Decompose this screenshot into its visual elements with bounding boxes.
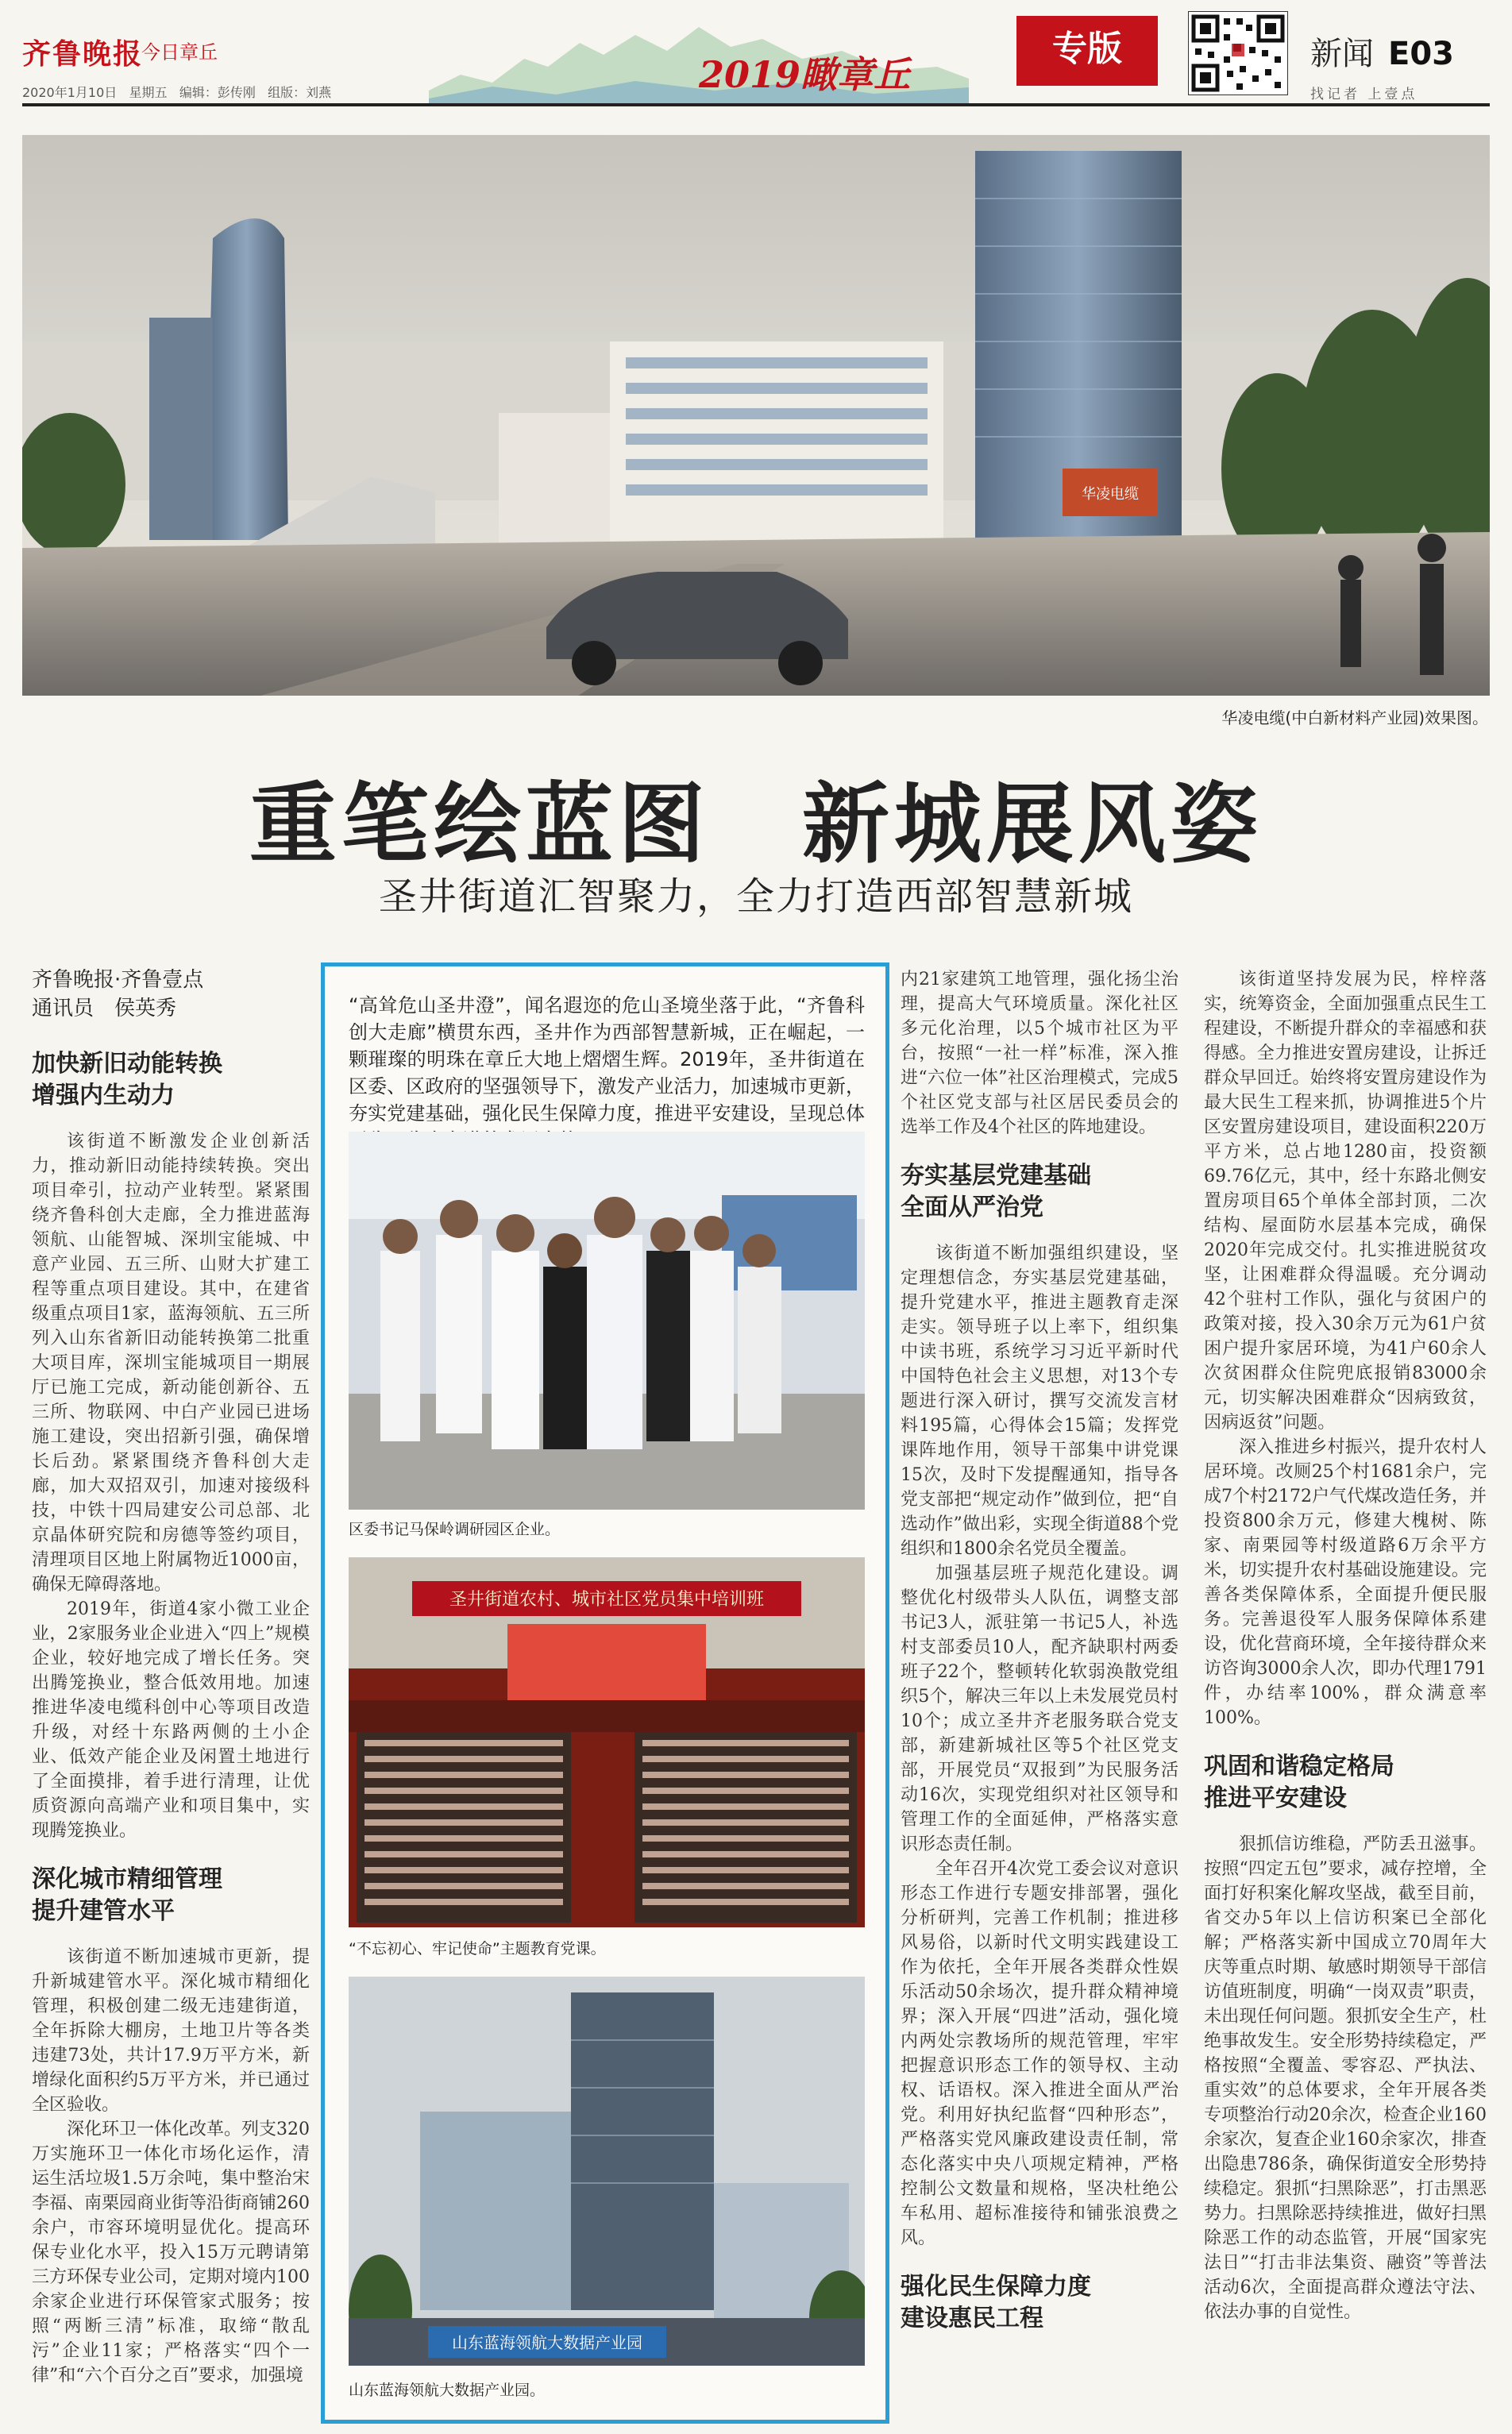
paragraph: 该街道不断激发企业创新活力，推动新旧动能持续转换。突出项目牵引，拉动产业转型。紧紧围绕齐鲁科创大走廊，全力推进蓝海领航、山能智城、深圳宝能城、中意产业园、五三所、山财大扩建工程等重点项目建设。其中，在建省级重点项目1家，蓝海领航、五三所列入山东省新旧动能转换第二批重大项目库，深圳宝能城项目一期展厅已施工完成，新动能创新谷、五三所、物联网、中白产业园已进场施工建设，突出招新引强，确保增长后劲。紧紧围绕齐鲁科创大走廊，加大双招双引，加速对接级科技，中铁十四局建安公司总部、北京晶体研究院和房德等签约项目，清理项目区地上附属物近1000亩，确保无障碍落地。 — [32, 1132, 310, 1595]
headline: 重笔绘蓝图 新城展风姿 — [249, 773, 1263, 875]
editor: 编辑：彭传刚 — [179, 85, 256, 100]
date: 2020年1月10日 — [22, 85, 118, 100]
byline — [32, 966, 203, 1023]
byline-author: 通讯员 侯英秀 — [32, 997, 177, 1020]
dateline — [22, 83, 331, 101]
weekday: 星期五 — [129, 85, 168, 100]
paragraph: 2019年，街道4家小微工业企业，2家服务业企业进入“四上”规模企业，较好地完成了增长任务。突出腾笼换业，整合低效用地。加速推进华凌电缆科创中心等项目改造升级，对经十东路两侧的土小企业、低效产能企业及闲置土地进行了全面摸排，着手进行清理，让优质资源向高端产业和项目集中，实现腾笼换业。 — [32, 1599, 310, 1841]
photo-caption: 区委书记马保岭调研园区企业。 — [349, 1521, 561, 1538]
paragraph: 全年召开4次党工委会议对意识形态工作进行专题安排部署，强化分析研判，完善工作机制；推进移风易俗，以新时代文明实践建设工作为依托，全年开展各类群众性娱乐活动50余场次，提升群众精神境界；深入开展“四进”活动，强化境内两处宗教场所的规范管理，牢牢把握意识形态工作的领导权、主动权、话语权。深入推进全面从严治党。利用好执纪监督“四种形态”，严格落实党风廉政建设责任制，常态化落实中央八项规定精神，严格控制公文数量和规格，坚决杜绝公车私用、超标准接待和铺张浪费之风。 — [901, 1859, 1178, 2248]
paragraph: 该街道坚持发展为民，梓梓落实，统筹资金，全面加强重点民生工程建设，不断提升群众的幸福感和获得感。全力推进安置房建设，让拆迁群众早回迁。始终将安置房建设作为最大民生工程来抓，协调推进5个片区安置房建设项目，建设面积220万平方米，总占地1280亩，投资额69.76亿元，其中，经十东路北侧安置房项目65个单体全部封顶，二次结构、屋面防水层基本完成，确保2020年完成交付。扎实推进脱贫攻坚，让困难群众得温暖。充分调动42个驻村工作队，强化与贫困户的政策对接，投入30余万元为61户贫困户提升家居环境，为41户60余人次贫困群众住院兜底报销83000余元，切实解决困难群众“因病致贫，因病返贫”问题。 — [1204, 970, 1487, 1433]
industrial-park-photo — [349, 1977, 865, 2366]
section-heading: 巩固和谐稳定格局 推进平安建设 — [1204, 1753, 1394, 1812]
officials-visit-photo — [349, 1132, 865, 1510]
paragraph: 该街道不断加速城市更新，提升新城建管水平。深化城市精细化管理，积极创建二级无违建街道，全年拆除大棚房，土地卫片等各类违建73处，共计17.9万平方米，新增绿化面积约5万平方米，并已通过全区验收。 — [32, 1947, 310, 2115]
lead-paragraph: “高耸危山圣井澄”，闻名遐迩的危山圣境坐落于此，“齐鲁科创大走廊”横贯东西，圣井作为西部智慧新城，正在崛起，一颗璀璨的明珠在章丘大地上熠熠生辉。2019年，圣井街道在区委、区政府的坚强领导下，激发产业活力，加速城市更新，夯实党建基础，强化民生保障力度，推进平安建设，呈现总体 — [349, 994, 865, 1124]
qr-code-icon — [1188, 11, 1288, 95]
reporter-label: 找记者 上壹点 — [1310, 87, 1418, 102]
photo-caption: 山东蓝海领航大数据产业园。 — [349, 2382, 546, 2399]
byline-outlet: 齐鲁晚报·齐鲁壹点 — [32, 968, 204, 992]
newspaper-logo: 齐鲁晚报 — [22, 37, 144, 71]
paragraph: 该街道不断加强组织建设，坚定理想信念，夯实基层党建基础，提升党建水平，推进主题教育走深走实。领导班子以上率下，组织集中读书班，系统学习习近平新时代中国特色社会主义思想，对13个专题进行深入研讨，撰写交流发言材料195篇，心得体会15篇；发挥党课阵地作用，领导干部集中讲党课15次，及时下发提醒通知，指导各党支部把“规定动作”做到位，把“自选动作”做出彩，实现全街道88个党组织和1800余名党员全覆盖。 — [901, 1244, 1178, 1559]
banner-text: 圣井街道农村、城市社区党员集中培训班 — [449, 1590, 765, 1610]
header-rule — [22, 103, 1490, 106]
park-sign-text: 山东蓝海领航大数据产业园 — [452, 2333, 642, 2352]
billboard-text: 华凌电缆 — [1082, 486, 1139, 503]
section-heading: 加快新旧动能转换 增强内生动力 — [32, 1050, 222, 1109]
paragraph: 狠抓信访维稳，严防丢丑滋事。按照“四定五包”要求，减存控增，全面打好积案化解攻坚战，截至目前，省交办5年以上信访积案已全部化解；严格落实新中国成立70周年大庆等重点时期、敏感时期领导干部信访值班制度，明确“一岗双责”职责，未出现任何问题。狠抓安全生产，杜绝事故发生。安全形势持续稳定，严格按照“全覆盖、零容忍、严执法、重实效”的总体要求，全年开展各类专项整治行动20余次，检查企业160余家次，复查企业160余家次，排查出隐患786条，确保街道安全形势持续稳定。狠抓“扫黑除恶”，打击黑恶势力。扫黑除恶持续推进，做好扫黑除恶工作的动态监管，开展“国家宪法日”“打击非法集资、融资”等普法活动6次，全面提高群众遵法守法、依法办事的自觉性。 — [1204, 1834, 1487, 2322]
section-header — [1310, 29, 1454, 74]
party-lecture-photo — [349, 1557, 865, 1927]
column-3 — [901, 967, 1178, 2428]
page-number: E03 — [1388, 36, 1454, 72]
section-heading: 夯实基层党建基础 全面从严治党 — [901, 1162, 1091, 1221]
column-1 — [32, 1048, 310, 2430]
edition-label: 今日章丘 — [141, 41, 218, 64]
photo-feature-box — [321, 962, 889, 2424]
slogan: 2019瞰章丘 — [699, 53, 911, 96]
column-4 — [1204, 967, 1487, 2428]
paragraph: 加强基层班子规范化建设。调整优化村级带头人队伍，调整支部书记3人，派驻第一书记5人，补选村支部委员10人，配齐缺职村两委班子22个，整顿转化软弱涣散党组织5个，解决三年以上未发展党员村10个；成立圣井齐老服务联合党支部，新建新城社区等5个社区党支部，开展党员“双报到”为民服务活动16次，实现党组织对社区领导和管理工作的全面延伸，严格落实意识形态责任制。 — [901, 1564, 1178, 1854]
hero-rendering-image — [22, 135, 1490, 696]
paragraph: 内21家建筑工地管理，强化扬尘治理，提高大气环境质量。深化社区多元化治理，以5个城市社区为平台，按照“一社一样”标准，深入推进“六位一体”社区治理模式，完成5个社区党支部与社区居民委员会的选举工作及4个社区的阵地建设。 — [901, 970, 1178, 1137]
hero-caption: 华凌电缆(中白新材料产业园)效果图。 — [1221, 708, 1488, 727]
section-heading: 深化城市精细管理 提升建管水平 — [32, 1865, 222, 1925]
layout-editor: 组版：刘燕 — [268, 85, 332, 100]
subheadline: 圣井街道汇智聚力，全力打造西部智慧新城 — [378, 874, 1133, 919]
section-name: 新闻 — [1310, 36, 1374, 72]
photo-caption: “不忘初心、牢记使命”主题教育党课。 — [349, 1940, 606, 1958]
paragraph: 深化环卫一体化改革。列支320万实施环卫一体化市场化运作，清运生活垃圾1.5万余吨，集中整治宋李福、南栗园商业街等沿街商铺260余户，市容环境明显优化。提高环保专业化水平，投入15万元聘请第三方环保专业公司，定期对境内100余家企业进行环保管家式服务；按照“两断三清”标准，取缔“散乱污”企业11家；严格落实“四个一律”和“六个百分之百”要求，加强境 — [32, 2120, 310, 2386]
special-edition-badge: 专版 — [1016, 16, 1158, 86]
paragraph: 深入推进乡村振兴，提升农村人居环境。改厕25个村1681余户，完成7个村2172户气代煤改造任务，并投资800余万元，修建大槐树、陈家、南栗园等村级道路6万余平方米，切实提升农村基础设施建设。完善各类保障体系，全面提升便民服务。完善退役军人服务保障体系建设，优化营商环境，全年接待群众来访咨询3000余人次，即办代理1791件，办结率100%，群众满意率100%。 — [1204, 1437, 1487, 1728]
section-heading: 强化民生保障力度 建设惠民工程 — [901, 2273, 1091, 2332]
